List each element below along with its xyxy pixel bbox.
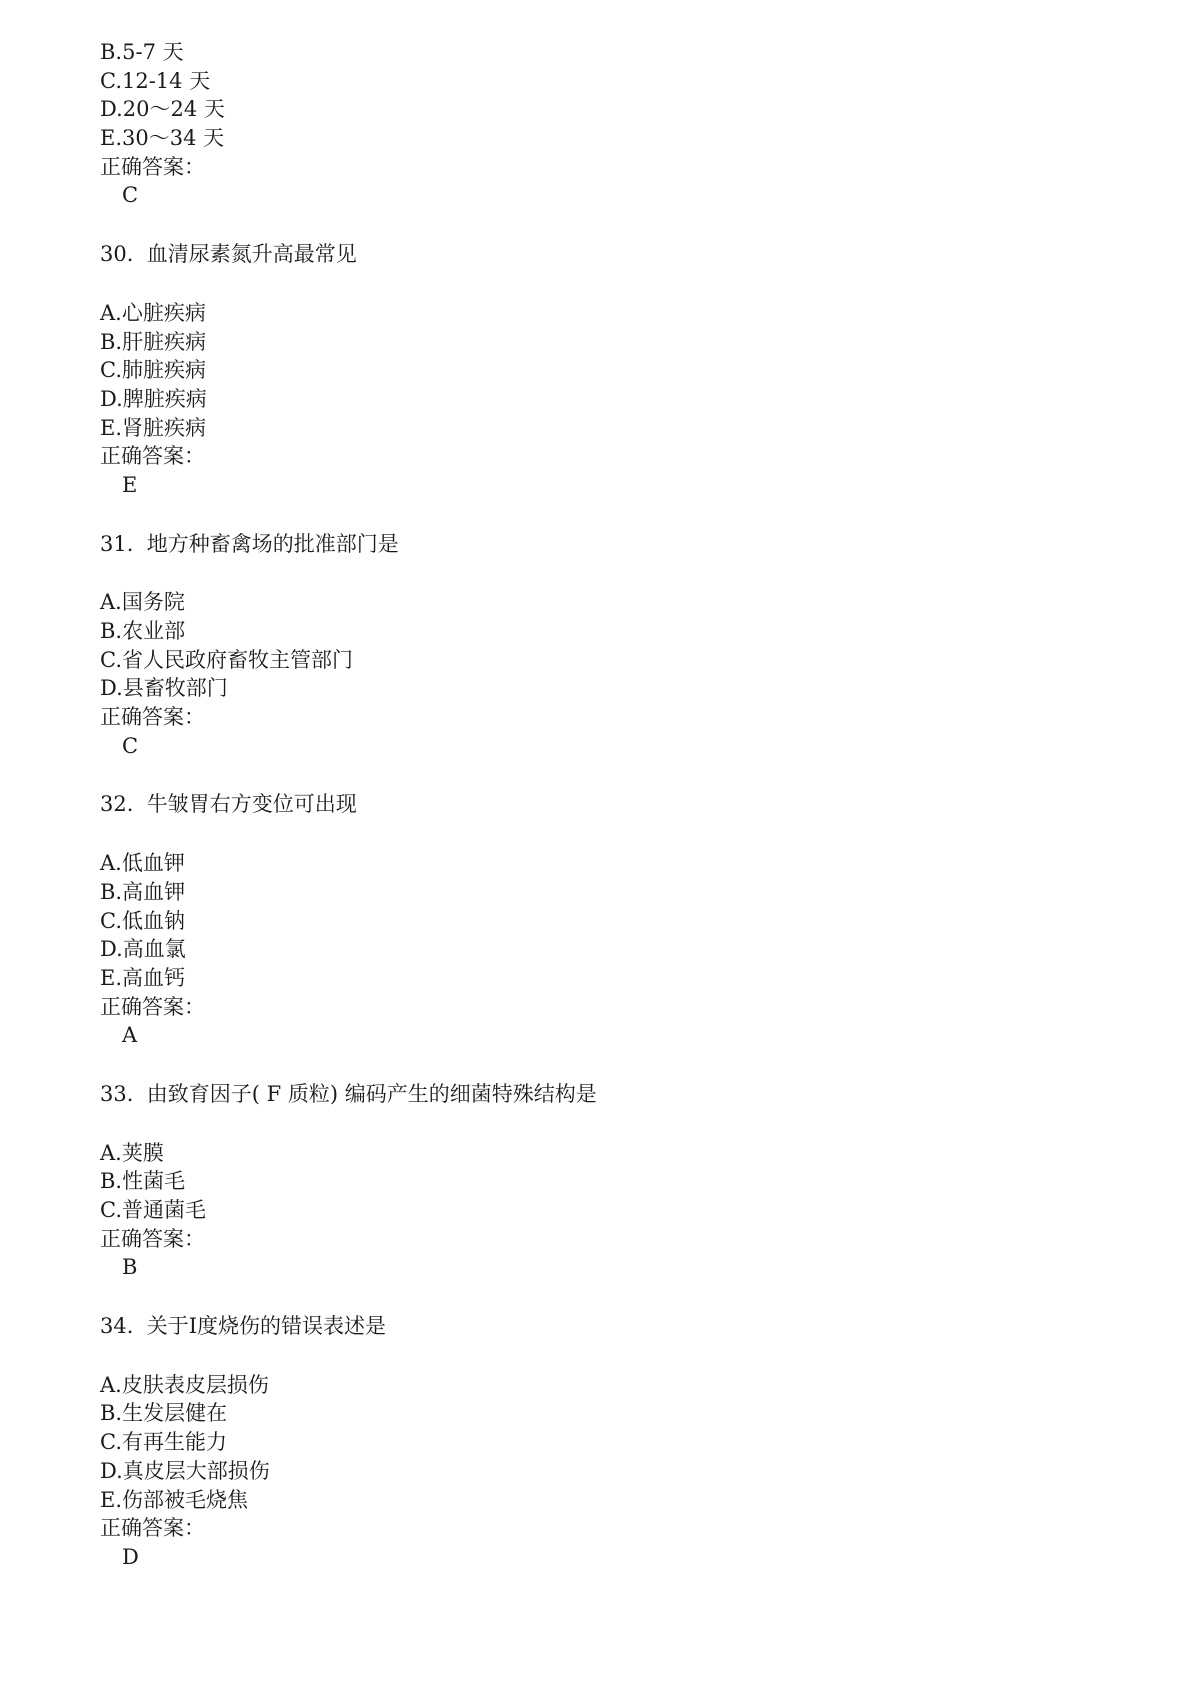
answer-value: C xyxy=(122,183,139,208)
option: B.高血钾 xyxy=(100,879,186,904)
question-block xyxy=(100,1312,1100,1572)
question-title: 30. 血清尿素氮升高最常见 xyxy=(100,242,357,267)
document-page xyxy=(100,38,1100,1572)
answer-label: 正确答案： xyxy=(100,444,205,469)
option: E.伤部被毛烧焦 xyxy=(100,1487,249,1512)
answer-value: D xyxy=(122,1544,139,1569)
option: B.性菌毛 xyxy=(100,1169,186,1194)
option: C.有再生能力 xyxy=(100,1430,227,1455)
answer-label: 正确答案： xyxy=(100,705,205,730)
option: B.5-7 天 xyxy=(100,40,184,64)
option: A.心脏疾病 xyxy=(100,300,206,325)
option: A.皮肤表皮层损伤 xyxy=(100,1372,269,1397)
option: E.高血钙 xyxy=(100,965,186,990)
option: D.高血氯 xyxy=(100,937,186,962)
option: D.脾脏疾病 xyxy=(100,386,207,411)
question-block xyxy=(100,790,1100,1050)
answer-label: 正确答案： xyxy=(100,994,205,1019)
option: C.省人民政府畜牧主管部门 xyxy=(100,647,353,672)
question-block xyxy=(100,530,1100,761)
option: C.肺脏疾病 xyxy=(100,358,206,383)
option: D.真皮层大部损伤 xyxy=(100,1458,270,1483)
option: D.20～24 天 xyxy=(100,97,225,122)
option: A.低血钾 xyxy=(100,851,185,876)
answer-label: 正确答案： xyxy=(100,154,205,179)
option: E.30～34 天 xyxy=(100,126,225,151)
continued-question xyxy=(100,38,1100,210)
option: E.肾脏疾病 xyxy=(100,415,207,440)
question-title: 31. 地方种畜禽场的批准部门是 xyxy=(100,531,399,556)
question-title: 34. 关于Ⅰ度烧伤的错误表述是 xyxy=(100,1314,387,1339)
question-block xyxy=(100,1080,1100,1282)
option: B.肝脏疾病 xyxy=(100,329,207,354)
question-block xyxy=(100,240,1100,500)
option: B.生发层健在 xyxy=(100,1401,228,1426)
answer-label: 正确答案： xyxy=(100,1516,205,1541)
answer-value: C xyxy=(122,733,139,758)
answer-value: A xyxy=(122,1023,138,1048)
question-title: 32. 牛皱胃右方变位可出现 xyxy=(100,792,357,817)
answer-label: 正确答案： xyxy=(100,1226,205,1251)
answer-value: B xyxy=(122,1255,138,1280)
option: D.县畜牧部门 xyxy=(100,676,228,701)
option: A.荚膜 xyxy=(100,1140,164,1165)
option: C.12-14 天 xyxy=(100,68,211,93)
option: B.农业部 xyxy=(100,619,186,643)
option: A.国务院 xyxy=(100,590,185,615)
answer-value: E xyxy=(122,472,138,497)
option: C.低血钠 xyxy=(100,908,185,933)
question-title: 33. 由致育因子( F 质粒) 编码产生的细菌特殊结构是 xyxy=(100,1081,597,1106)
option: C.普通菌毛 xyxy=(100,1198,206,1222)
